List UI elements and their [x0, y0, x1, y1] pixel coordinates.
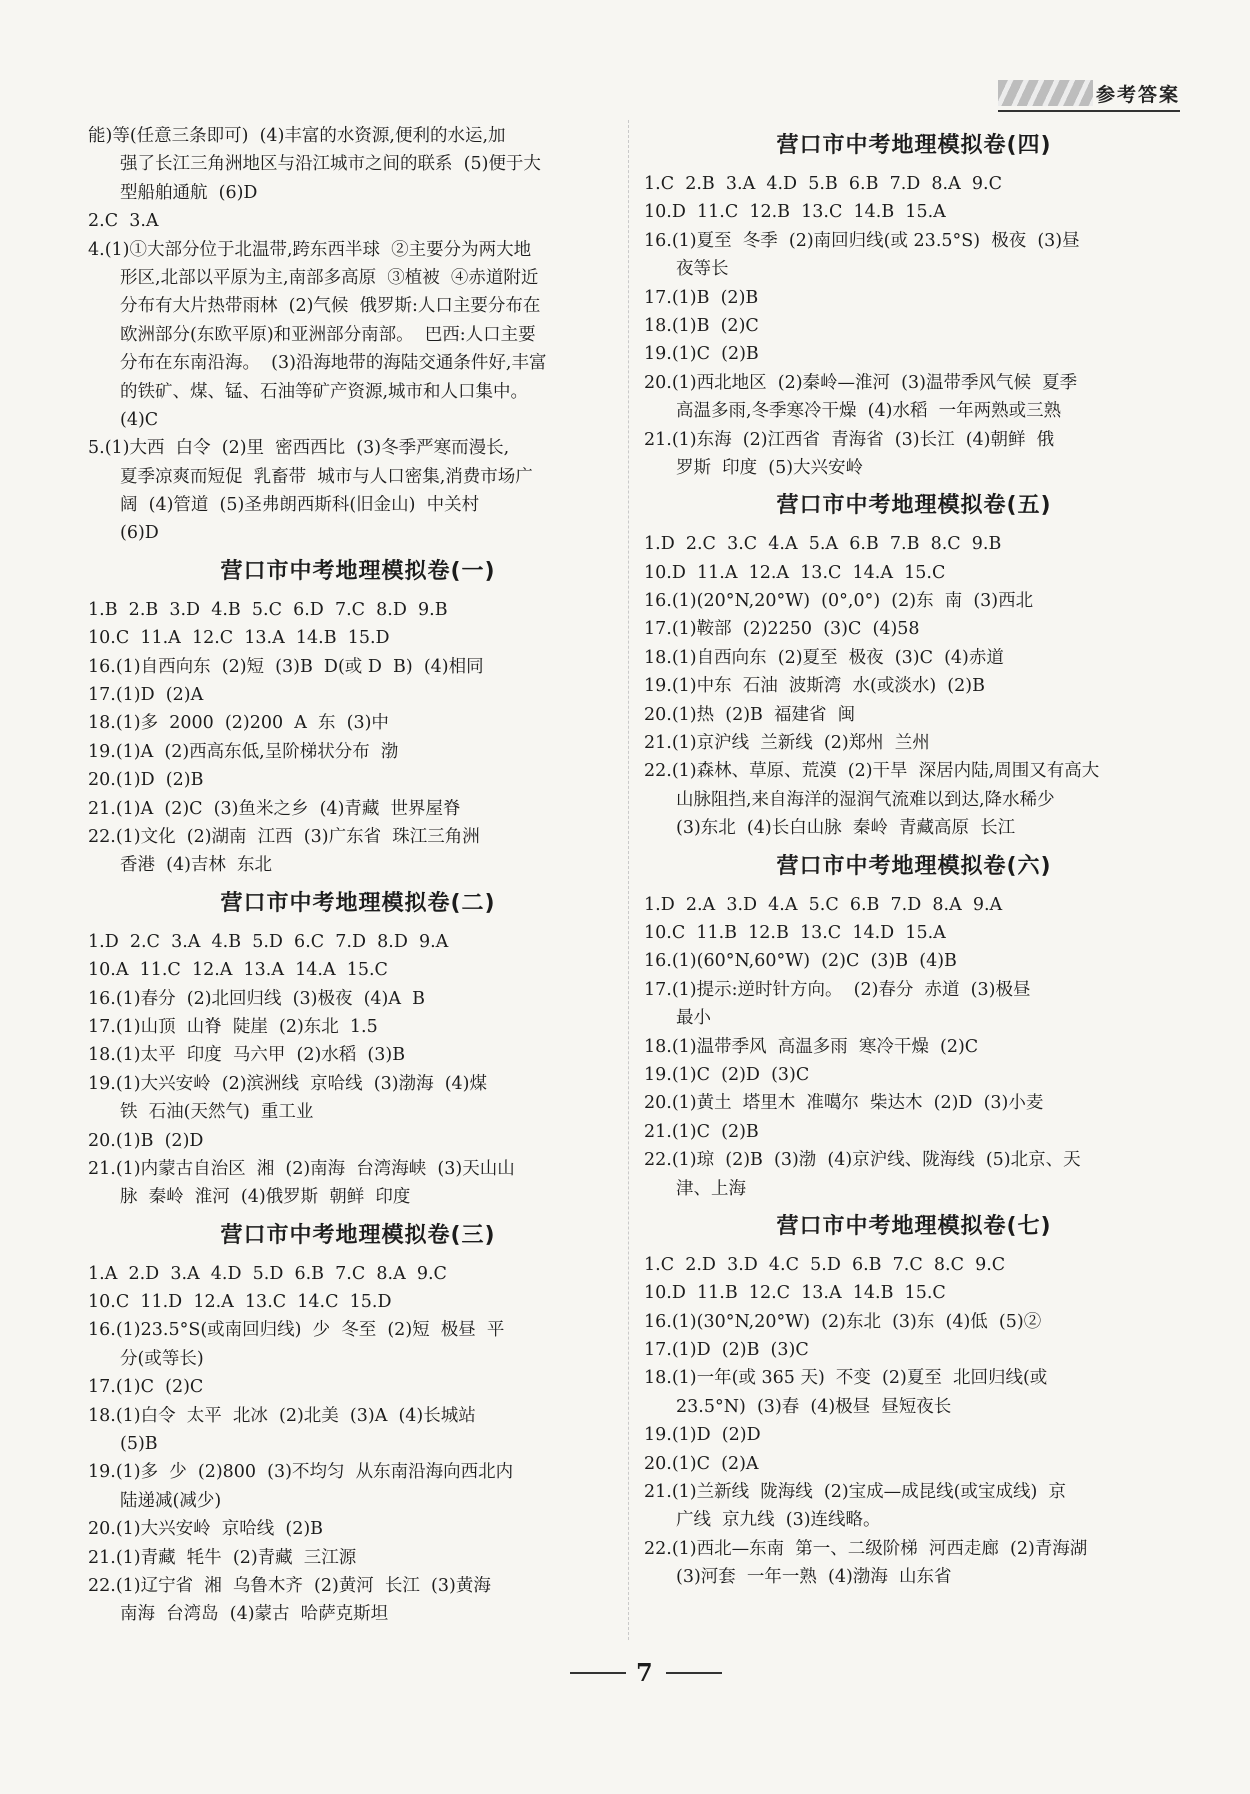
answer-line-continued: 强了长江三角洲地区与沿江城市之间的联系 (5)便于大	[120, 154, 541, 175]
section-title: 营口市中考地理模拟卷(二)	[220, 890, 496, 916]
answer-line: 1.D 2.C 3.A 4.B 5.D 6.C 7.D 8.D 9.A	[88, 931, 449, 952]
answer-line-continued: 高温多雨,冬季寒冷干燥 (4)水稻 一年两熟或三熟	[676, 401, 1062, 422]
answer-line: 19.(1)大兴安岭 (2)滨洲线 京哈线 (3)渤海 (4)煤	[88, 1073, 487, 1094]
answer-line-continued: 欧洲部分(东欧平原)和亚洲部分南部。 巴西:人口主要	[120, 324, 536, 345]
answer-line: 17.(1)山顶 山脊 陡崖 (2)东北 1.5	[88, 1016, 378, 1037]
answer-line: 18.(1)一年(或 365 天) 不变 (2)夏至 北回归线(或	[644, 1368, 1048, 1389]
answer-line: 22.(1)西北—东南 第一、二级阶梯 河西走廊 (2)青海湖	[644, 1538, 1088, 1559]
answer-line: 1.B 2.B 3.D 4.B 5.C 6.D 7.C 8.D 9.B	[88, 599, 448, 620]
answer-line: 19.(1)C (2)B	[644, 344, 759, 365]
answer-line: 19.(1)C (2)D (3)C	[644, 1064, 810, 1085]
answer-line: 能)等(任意三条即可) (4)丰富的水资源,便利的水运,加	[88, 126, 506, 146]
section-title: 营口市中考地理模拟卷(一)	[220, 558, 496, 584]
answer-line: 21.(1)青藏 牦牛 (2)青藏 三江源	[88, 1547, 357, 1568]
answer-line-continued: 阔 (4)管道 (5)圣弗朗西斯科(旧金山) 中关村	[120, 495, 480, 516]
answer-line: 21.(1)内蒙古自治区 湘 (2)南海 台湾海峡 (3)天山山	[88, 1158, 515, 1179]
answer-line-continued: 铁 石油(天然气) 重工业	[120, 1102, 314, 1123]
answer-line-continued: 分(或等长)	[120, 1348, 204, 1369]
answer-line-continued: 南海 台湾岛 (4)蒙古 哈萨克斯坦	[120, 1604, 389, 1625]
answer-line-continued: (5)B	[120, 1434, 158, 1455]
answer-line: 19.(1)中东 石油 波斯湾 水(或淡水) (2)B	[644, 676, 985, 697]
answer-line: 22.(1)森林、草原、荒漠 (2)干旱 深居内陆,周围又有高大	[644, 761, 1100, 782]
answer-line: 10.A 11.C 12.A 13.A 14.A 15.C	[88, 960, 388, 981]
answer-line-continued: 23.5°N) (3)春 (4)极昼 昼短夜长	[676, 1396, 952, 1417]
answer-line: 21.(1)C (2)B	[644, 1121, 759, 1142]
answer-line: 21.(1)兰新线 陇海线 (2)宝成—成昆线(或宝成线) 京	[644, 1482, 1066, 1503]
answer-line-continued: 型船舶通航 (6)D	[120, 182, 258, 203]
answer-line: 20.(1)大兴安岭 京哈线 (2)B	[88, 1519, 324, 1540]
answer-line: 2.C 3.A	[88, 211, 159, 232]
answer-line-continued: (6)D	[120, 523, 159, 544]
answer-line-continued: 的铁矿、煤、锰、石油等矿产资源,城市和人口集中。	[120, 381, 529, 402]
answer-line-continued: 罗斯 印度 (5)大兴安岭	[676, 457, 864, 478]
answer-line: 10.C 11.D 12.A 13.C 14.C 15.D	[88, 1292, 392, 1313]
answer-line: 18.(1)太平 印度 马六甲 (2)水稻 (3)B	[88, 1045, 406, 1066]
answer-line: 10.D 11.A 12.A 13.C 14.A 15.C	[644, 562, 946, 583]
column-divider	[628, 120, 629, 1640]
answer-line-continued: 分布有大片热带雨林 (2)气候 俄罗斯:人口主要分布在	[120, 296, 541, 317]
answer-line-continued: 陆递减(减少)	[120, 1490, 222, 1511]
answer-line: 17.(1)C (2)C	[88, 1377, 204, 1398]
section-title: 营口市中考地理模拟卷(四)	[776, 133, 1052, 158]
answer-line: 22.(1)文化 (2)湖南 江西 (3)广东省 珠江三角洲	[88, 826, 480, 847]
answer-line: 16.(1)(30°N,20°W) (2)东北 (3)东 (4)低 (5)②	[644, 1311, 1042, 1332]
footer-rule-right	[666, 1672, 722, 1674]
header-label: 参考答案	[1095, 84, 1180, 106]
header-rule	[998, 110, 1180, 112]
answer-line-continued: 香港 (4)吉林 东北	[120, 855, 273, 876]
answer-line: 16.(1)(60°N,60°W) (2)C (3)B (4)B	[644, 951, 957, 972]
answer-line: 18.(1)自西向东 (2)夏至 极夜 (3)C (4)赤道	[644, 647, 1004, 668]
answer-line: 18.(1)温带季风 高温多雨 寒冷干燥 (2)C	[644, 1036, 979, 1057]
section-title: 营口市中考地理模拟卷(七)	[776, 1213, 1052, 1239]
answer-line: 16.(1)夏至 冬季 (2)南回归线(或 23.5°S) 极夜 (3)昼	[644, 230, 1080, 251]
answer-line: 16.(1)自西向东 (2)短 (3)B D(或 D B) (4)相同	[88, 656, 484, 677]
header-stripes	[998, 80, 1093, 106]
answer-line-continued: 夜等长	[676, 259, 729, 280]
answer-line: 5.(1)大西 白令 (2)里 密西西比 (3)冬季严寒而漫长,	[88, 438, 510, 459]
answer-line-continued: 夏季凉爽而短促 乳畜带 城市与人口密集,消费市场广	[120, 466, 533, 487]
answer-line: 19.(1)多 少 (2)800 (3)不均匀 从东南沿海向西北内	[88, 1462, 514, 1483]
footer-rule-left	[570, 1672, 626, 1674]
answer-line-continued: 广线 京九线 (3)连线略。	[676, 1510, 881, 1531]
page-footer	[570, 1658, 720, 1688]
answer-line-continued: (3)河套 一年一熟 (4)渤海 山东省	[676, 1567, 952, 1588]
answer-line: 20.(1)C (2)A	[644, 1453, 759, 1474]
page-header	[998, 78, 1180, 108]
answer-line: 16.(1)23.5°S(或南回归线) 少 冬至 (2)短 极昼 平	[88, 1320, 505, 1341]
answer-line: 10.C 11.B 12.B 13.C 14.D 15.A	[644, 922, 946, 943]
answer-line: 1.D 2.A 3.D 4.A 5.C 6.B 7.D 8.A 9.A	[644, 894, 1003, 915]
left-column	[88, 122, 628, 1629]
answer-line: 22.(1)琼 (2)B (3)渤 (4)京沪线、陇海线 (5)北京、天	[644, 1150, 1081, 1171]
page-number: 7	[636, 1658, 653, 1687]
answer-line: 19.(1)D (2)D	[644, 1425, 761, 1446]
answer-line: 20.(1)B (2)D	[88, 1130, 204, 1151]
answer-line: 17.(1)D (2)B (3)C	[644, 1340, 809, 1361]
answer-line: 19.(1)A (2)西高东低,呈阶梯状分布 渤	[88, 741, 399, 762]
answer-line-continued: (3)东北 (4)长白山脉 秦岭 青藏高原 长江	[676, 818, 1016, 839]
answer-line: 20.(1)热 (2)B 福建省 闽	[644, 704, 856, 725]
answer-line: 22.(1)辽宁省 湘 乌鲁木齐 (2)黄河 长江 (3)黄海	[88, 1575, 491, 1596]
answer-line-continued: 山脉阻挡,来自海洋的湿润气流难以到达,降水稀少	[676, 789, 1055, 810]
answer-line: 18.(1)白令 太平 北冰 (2)北美 (3)A (4)长城站	[88, 1405, 476, 1426]
answer-line: 4.(1)①大部分位于北温带,跨东西半球 ②主要分为两大地	[88, 239, 532, 260]
answer-line: 10.D 11.C 12.B 13.C 14.B 15.A	[644, 202, 946, 223]
answer-line: 21.(1)A (2)C (3)鱼米之乡 (4)青藏 世界屋脊	[88, 798, 461, 819]
answer-line: 21.(1)东海 (2)江西省 青海省 (3)长江 (4)朝鲜 俄	[644, 429, 1055, 450]
answer-line-continued: 津、上海	[676, 1178, 746, 1199]
answer-line-continued: 脉 秦岭 淮河 (4)俄罗斯 朝鲜 印度	[120, 1187, 411, 1208]
answer-line: 20.(1)D (2)B	[88, 770, 204, 791]
section-title: 营口市中考地理模拟卷(六)	[776, 853, 1052, 879]
answer-line: 17.(1)D (2)A	[88, 685, 204, 706]
answer-line: 17.(1)提示:逆时针方向。 (2)春分 赤道 (3)极昼	[644, 979, 1031, 1000]
answer-line: 20.(1)西北地区 (2)秦岭—淮河 (3)温带季风气候 夏季	[644, 372, 1078, 393]
section-title: 营口市中考地理模拟卷(五)	[776, 493, 1052, 519]
answer-line: 18.(1)多 2000 (2)200 A 东 (3)中	[88, 713, 389, 734]
answer-line: 1.C 2.B 3.A 4.D 5.B 6.B 7.D 8.A 9.C	[644, 174, 1002, 194]
answer-line: 16.(1)春分 (2)北回归线 (3)极夜 (4)A B	[88, 988, 425, 1009]
answer-line: 1.C 2.D 3.D 4.C 5.D 6.B 7.C 8.C 9.C	[644, 1254, 1006, 1275]
answer-line-continued: (4)C	[120, 409, 159, 430]
right-column	[644, 122, 1184, 1592]
answer-line-continued: 形区,北部以平原为主,南部多高原 ③植被 ④赤道附近	[120, 267, 539, 288]
answer-line: 1.A 2.D 3.A 4.D 5.D 6.B 7.C 8.A 9.C	[88, 1263, 447, 1284]
answer-line: 10.D 11.B 12.C 13.A 14.B 15.C	[644, 1283, 946, 1304]
answer-line: 1.D 2.C 3.C 4.A 5.A 6.B 7.B 8.C 9.B	[644, 534, 1002, 555]
answer-line: 10.C 11.A 12.C 13.A 14.B 15.D	[88, 628, 390, 649]
answer-line: 21.(1)京沪线 兰新线 (2)郑州 兰州	[644, 733, 930, 754]
answer-line: 17.(1)B (2)B	[644, 287, 759, 308]
answer-line-continued: 分布在东南沿海。 (3)沿海地带的海陆交通条件好,丰富	[120, 353, 547, 374]
answer-line: 16.(1)(20°N,20°W) (0°,0°) (2)东 南 (3)西北	[644, 591, 1034, 612]
answer-line-continued: 最小	[676, 1008, 711, 1029]
answer-line: 18.(1)B (2)C	[644, 315, 759, 336]
section-title: 营口市中考地理模拟卷(三)	[220, 1222, 496, 1248]
answer-line: 20.(1)黄土 塔里木 准噶尔 柴达木 (2)D (3)小麦	[644, 1093, 1044, 1114]
answer-line: 17.(1)鞍部 (2)2250 (3)C (4)58	[644, 619, 920, 640]
